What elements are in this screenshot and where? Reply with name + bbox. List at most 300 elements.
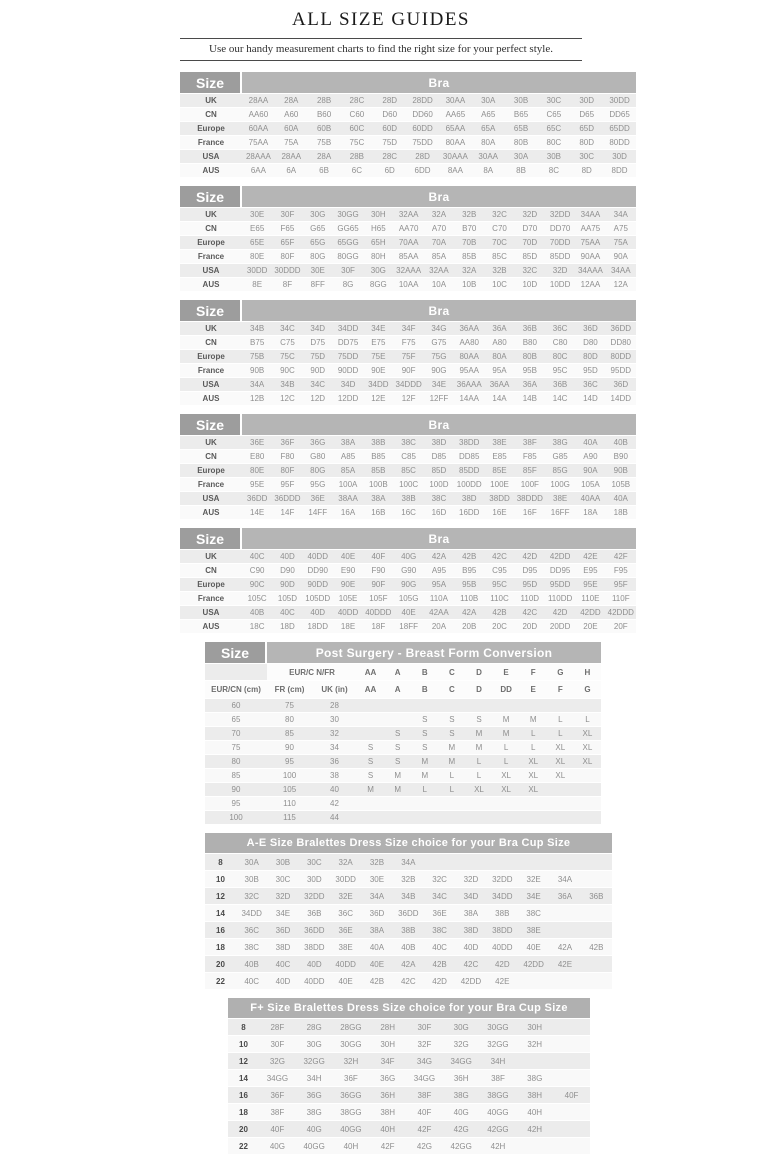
region-label: CN [180,108,242,121]
bra-table-row [180,208,636,221]
size-cell: 85G [545,464,575,477]
size-cell: 38C [236,939,267,955]
size-cell: 34G [424,322,454,335]
size-cell: 10DD [545,278,575,291]
size-cell: 42AA [424,606,454,619]
size-cell: 95E [575,578,605,591]
bralette-row [228,1087,590,1103]
size-cell: 30C [267,871,298,887]
size-cell: 20F [606,620,636,633]
size-cell: 42E [549,956,580,972]
size-cell: 85B [454,250,484,263]
size-cell: 34D [455,888,486,904]
size-cell: 32C [484,208,514,221]
fit-cell [438,699,465,712]
size-cell: 38F [480,1070,517,1086]
size-cell: 90E [333,578,363,591]
fit-cell [411,811,438,824]
size-cell [581,854,612,870]
size-cell: 30DDD [272,264,302,277]
dress-size-label: 10 [205,871,236,887]
size-cell: F75 [393,336,423,349]
uk-cell: 32 [312,727,357,740]
size-cell: 40G [259,1138,296,1154]
size-cell: 36B [299,905,330,921]
size-cell: 42DD [575,606,605,619]
size-cell: 38E [518,922,549,938]
size-cell: 30AA [472,150,505,163]
size-cell: 6AA [242,164,275,177]
size-cell: 34DDD [393,378,423,391]
size-cell: 110F [606,592,636,605]
size-cell: 34E [363,322,393,335]
size-cell: 36B [545,378,575,391]
uk-cell: 28 [312,699,357,712]
size-cell: 80D [575,350,605,363]
size-cell: 28G [296,1019,333,1035]
cup-header-cell: F [547,681,574,698]
size-cell [581,871,612,887]
fit-cell [547,699,574,712]
size-cell: GG65 [333,222,363,235]
size-cell: 36A [484,322,514,335]
size-cell: 75A [606,236,636,249]
size-cell: 20B [454,620,484,633]
size-header-label: Size [180,414,242,435]
region-label: France [180,592,242,605]
size-cell: 18A [575,506,605,519]
size-cell: E90 [333,564,363,577]
bra-table-row [180,464,636,477]
size-cell: 34DD [333,322,363,335]
bralette-row [228,1104,590,1120]
bra-table-row [180,236,636,249]
size-cell: B80 [515,336,545,349]
cup-header-cell: AA [357,681,384,698]
size-cell: 34DD [487,888,518,904]
size-cell: 42F [406,1121,443,1137]
eur-cn-cell: 70 [205,727,267,740]
size-cell: 90G [393,578,423,591]
size-cell: 60A [275,122,308,135]
size-cell: 80F [272,464,302,477]
bra-header-label: Bra [242,186,636,207]
size-cell: 42C [393,973,424,989]
size-cell: 36DD [299,922,330,938]
table-header-row [205,833,612,853]
fit-cell [493,699,520,712]
size-cell: 80DD [606,350,636,363]
size-cell: 38G [296,1104,333,1120]
size-cell: 16FF [545,506,575,519]
size-cell: A85 [333,450,363,463]
size-cell: 110DD [545,592,575,605]
size-cell: 30A [236,854,267,870]
size-cell: 40A [575,436,605,449]
size-cell: 34GG [259,1070,296,1086]
size-cell: 34GG [406,1070,443,1086]
dress-size-label: 12 [228,1053,259,1069]
size-cell: 42GG [480,1121,517,1137]
size-cell: 95DD [606,364,636,377]
fit-cell: XL [520,769,547,782]
fit-cell [357,797,384,810]
size-cell: 36GG [333,1087,370,1103]
size-cell: 6A [275,164,308,177]
bra-size-table-5 [180,527,636,634]
size-cell: C65 [537,108,570,121]
size-cell [455,854,486,870]
size-cell: D70 [515,222,545,235]
size-cell: 42E [575,550,605,563]
fr-cell: 85 [267,727,312,740]
size-cell: 32D [267,888,298,904]
bra-table-row [180,322,636,335]
size-cell: 38DD [299,939,330,955]
size-cell: 75E [363,350,393,363]
size-cell: 105F [363,592,393,605]
bra-table-row [180,492,636,505]
size-cell: 34AAA [575,264,605,277]
eur-cn-cell: 100 [205,811,267,824]
size-cell: 8GG [363,278,393,291]
size-cell: 75B [242,350,272,363]
size-cell: 36G [296,1087,333,1103]
post-surgery-row [205,699,601,712]
bra-header-label: Bra [242,72,636,93]
bralette-row [205,973,612,989]
size-cell: 14DD [606,392,636,405]
size-cell: 100B [363,478,393,491]
size-cell: 32A [424,208,454,221]
size-cell: C70 [484,222,514,235]
bralettes-ae-section [205,832,762,990]
size-cell: 80G [303,464,333,477]
cup-header-cell: G [574,681,601,698]
size-cell: 105DD [303,592,333,605]
size-cell: 80A [484,350,514,363]
size-cell: 65DD [603,122,636,135]
size-cell: 30D [570,94,603,107]
size-cell: 38D [454,492,484,505]
size-guides-page [0,9,762,1155]
uk-cell: 38 [312,769,357,782]
fit-cell: M [438,741,465,754]
size-cell: 32H [333,1053,370,1069]
region-label: UK [180,550,242,563]
size-cell: 36E [424,905,455,921]
size-cell: 30G [443,1019,480,1035]
bralette-row [228,1121,590,1137]
size-cell: 14F [272,506,302,519]
size-cell: 42A [393,956,424,972]
size-cell: AA75 [575,222,605,235]
size-cell: B70 [454,222,484,235]
bra-table-row [180,506,636,519]
size-cell: 34DD [363,378,393,391]
size-cell: 30B [267,854,298,870]
fit-cell: S [384,727,411,740]
size-cell: A90 [575,450,605,463]
bralettes-ae-table [205,832,612,990]
size-cell: DD75 [333,336,363,349]
size-cell: 40G [443,1104,480,1120]
size-cell: 38E [484,436,514,449]
size-cell: 12B [242,392,272,405]
bralette-row [228,1070,590,1086]
size-cell: 30B [236,871,267,887]
size-cell: 38D [267,939,298,955]
size-cell: 40B [606,436,636,449]
size-cell: 65C [537,122,570,135]
size-cell: 18E [333,620,363,633]
fit-cell: S [411,727,438,740]
size-cell: 80E [242,464,272,477]
size-cell: 32G [443,1036,480,1052]
bra-table-row [180,436,636,449]
size-cell: 38GG [333,1104,370,1120]
size-cell: DD85 [454,450,484,463]
size-cell: 40DDD [363,606,393,619]
size-cell: 38B [363,436,393,449]
size-cell: 42GG [443,1138,480,1154]
size-cell: 85F [515,464,545,477]
size-cell: 85D [424,464,454,477]
fit-cell [438,797,465,810]
fit-cell: S [384,755,411,768]
size-cell: 80AA [454,350,484,363]
size-cell: 65H [363,236,393,249]
size-cell: 30F [272,208,302,221]
size-cell: A80 [484,336,514,349]
bra-table-row [180,620,636,633]
size-cell: 90C [272,364,302,377]
dress-size-label: 22 [205,973,236,989]
size-cell: 16B [363,506,393,519]
size-cell: B85 [363,450,393,463]
region-label: UK [180,208,242,221]
size-cell: 110A [424,592,454,605]
size-cell: H65 [363,222,393,235]
size-cell: 18F [363,620,393,633]
size-cell [553,1070,590,1086]
bralette-row [228,1138,590,1154]
size-cell: 40GG [480,1104,517,1120]
size-cell [581,973,612,989]
fr-cell: 105 [267,783,312,796]
size-cell: 95D [575,364,605,377]
fr-cell: 90 [267,741,312,754]
eur-fr-label: EUR/C N/FR [267,664,357,680]
size-cell: 65F [272,236,302,249]
size-cell: 85DD [545,250,575,263]
size-cell: 42B [454,550,484,563]
size-cell: 30H [516,1019,553,1035]
bra-table-row [180,364,636,377]
size-cell: 36AA [484,378,514,391]
size-cell: 38DDD [515,492,545,505]
size-cell: 30GG [333,208,363,221]
size-cell: 36DDD [272,492,302,505]
dress-size-label: 16 [205,922,236,938]
bra-table-row [180,450,636,463]
size-cell: 110D [515,592,545,605]
subtitle-band [180,38,582,61]
size-cell: 8A [472,164,505,177]
size-cell: A65 [472,108,505,121]
fit-cell: M [357,783,384,796]
size-cell: 10C [484,278,514,291]
size-cell: 42A [549,939,580,955]
size-cell: 36C [545,322,575,335]
size-cell [424,854,455,870]
fit-cell: S [384,741,411,754]
size-cell: 42G [443,1121,480,1137]
dress-size-label: 14 [228,1070,259,1086]
size-cell: 70C [484,236,514,249]
size-cell: 38D [455,922,486,938]
dress-size-label: 18 [205,939,236,955]
region-label: CN [180,336,242,349]
size-cell: 14B [515,392,545,405]
eur-cn-cell: 60 [205,699,267,712]
size-cell [553,1036,590,1052]
size-cell: 30G [303,208,333,221]
bralette-row [205,888,612,904]
size-cell: 32C [515,264,545,277]
cup-header-cell: E [520,681,547,698]
size-cell: 14FF [303,506,333,519]
size-cell: 40GG [333,1121,370,1137]
fit-cell: M [465,727,492,740]
dress-size-label: 20 [205,956,236,972]
fit-cell [547,783,574,796]
size-cell: 38DD [454,436,484,449]
size-cell: 95A [424,578,454,591]
region-label: AUS [180,164,242,177]
size-cell: 36DD [242,492,272,505]
size-cell: 34C [424,888,455,904]
size-cell: 42D [515,550,545,563]
size-cell: 70AA [393,236,423,249]
cup-header-row-eur [205,664,601,680]
size-cell: 32AA [393,208,423,221]
fit-cell: XL [574,741,601,754]
fit-cell [547,811,574,824]
size-cell: 42D [424,973,455,989]
fit-cell [357,811,384,824]
fit-cell: L [438,783,465,796]
size-cell: 28DD [406,94,439,107]
fit-cell: M [493,727,520,740]
size-cell: DD70 [545,222,575,235]
size-cell: 30C [570,150,603,163]
size-cell: 14AA [454,392,484,405]
size-cell: 34D [303,322,333,335]
size-cell: 28D [406,150,439,163]
fit-cell [465,811,492,824]
size-cell: 40C [242,550,272,563]
bralette-row [205,905,612,921]
bralette-row [205,854,612,870]
eur-cn-cell: 80 [205,755,267,768]
size-cell: 36E [242,436,272,449]
size-cell: 18C [242,620,272,633]
size-cell: 90D [303,364,333,377]
size-cell: AA65 [439,108,472,121]
fit-cell: S [411,741,438,754]
size-cell: 28H [369,1019,406,1035]
size-cell: 65A [472,122,505,135]
size-cell: 90AA [575,250,605,263]
size-cell: 32B [361,854,392,870]
size-cell: 34B [272,378,302,391]
fit-cell: XL [493,783,520,796]
size-cell: 100C [393,478,423,491]
cup-header-cell: C [438,664,465,680]
size-cell: 85C [484,250,514,263]
fr-cell: 115 [267,811,312,824]
bralette-row [205,939,612,955]
size-cell: 85C [393,464,423,477]
size-cell: 75C [340,136,373,149]
size-cell: 80E [242,250,272,263]
size-cell: 40E [330,973,361,989]
size-cell: 8D [570,164,603,177]
page-title: ALL SIZE GUIDES [292,9,470,30]
size-cell: 34GG [443,1053,480,1069]
size-cell: 14E [242,506,272,519]
size-cell: 42B [484,606,514,619]
size-cell: D75 [303,336,333,349]
size-cell: 36F [272,436,302,449]
size-cell: AA80 [454,336,484,349]
size-cell: 80G [303,250,333,263]
size-cell: 34AA [606,264,636,277]
size-header-label: Size [180,186,242,207]
size-cell: 32DD [545,208,575,221]
fit-cell: L [493,755,520,768]
size-cell: 95F [606,578,636,591]
size-cell: 12F [393,392,423,405]
size-cell: 6C [340,164,373,177]
size-cell: 40DD [303,550,333,563]
uk-cell: 40 [312,783,357,796]
size-cell: 30DD [603,94,636,107]
size-cell: F65 [272,222,302,235]
fit-cell: S [465,713,492,726]
size-cell: C75 [272,336,302,349]
bra-size-table-4 [180,413,636,520]
fit-cell: S [411,713,438,726]
uk-cell: 30 [312,713,357,726]
size-cell: 65G [303,236,333,249]
size-cell: 105G [393,592,423,605]
size-cell: 40D [303,606,333,619]
size-cell: 42C [515,606,545,619]
size-cell: 28A [308,150,341,163]
size-cell: 85AA [393,250,423,263]
eur-cn-cell: 75 [205,741,267,754]
table-header-row [180,414,636,435]
bra-size-table-2 [180,185,636,292]
size-cell: 42DDD [606,606,636,619]
size-cell: A75 [606,222,636,235]
size-cell: 65B [505,122,538,135]
size-cell [581,905,612,921]
fit-cell [384,797,411,810]
cup-header-cell: A [384,681,411,698]
